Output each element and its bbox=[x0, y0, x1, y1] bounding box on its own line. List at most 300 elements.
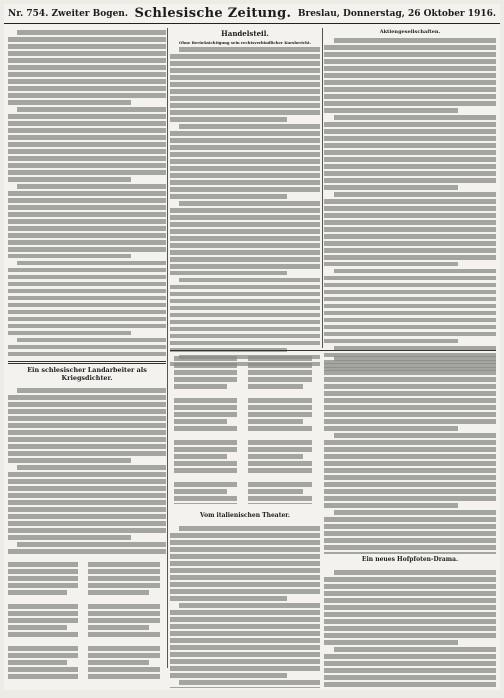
text-line bbox=[248, 398, 312, 403]
text-line bbox=[324, 370, 496, 375]
text-line bbox=[248, 377, 312, 382]
text-line bbox=[170, 89, 320, 94]
text-line bbox=[174, 405, 237, 410]
text-line bbox=[170, 589, 320, 594]
text-line bbox=[8, 86, 166, 91]
text-line bbox=[324, 318, 496, 323]
text-line bbox=[8, 521, 166, 526]
text-line bbox=[170, 568, 320, 573]
text-line bbox=[248, 461, 312, 466]
text-line bbox=[8, 296, 166, 301]
text-line bbox=[324, 122, 496, 127]
text-line bbox=[17, 30, 166, 35]
text-line bbox=[8, 472, 166, 477]
text-line bbox=[8, 114, 166, 119]
text-line bbox=[170, 103, 320, 108]
text-line bbox=[324, 482, 496, 487]
text-line bbox=[179, 124, 320, 129]
text-line bbox=[8, 395, 166, 400]
text-line bbox=[8, 191, 166, 196]
text-line bbox=[324, 206, 496, 211]
text-line bbox=[324, 108, 458, 113]
text-line bbox=[88, 583, 160, 588]
text-line bbox=[248, 356, 312, 361]
text-line bbox=[334, 510, 496, 515]
text-line bbox=[170, 159, 320, 164]
text-line bbox=[324, 605, 496, 610]
text-line bbox=[248, 440, 312, 445]
text-line bbox=[8, 205, 166, 210]
text-line bbox=[324, 468, 496, 473]
text-line bbox=[174, 398, 237, 403]
text-line bbox=[8, 500, 166, 505]
text-line bbox=[248, 363, 312, 368]
text-line bbox=[170, 547, 320, 552]
text-line bbox=[174, 503, 237, 504]
text-line bbox=[170, 208, 320, 213]
right-bottom-text bbox=[324, 568, 496, 688]
text-line bbox=[170, 187, 320, 192]
text-line bbox=[170, 306, 320, 311]
text-line bbox=[170, 194, 287, 199]
text-line bbox=[8, 142, 166, 147]
text-line bbox=[248, 489, 303, 494]
text-line bbox=[324, 129, 496, 134]
text-line bbox=[8, 79, 166, 84]
text-line bbox=[88, 625, 149, 630]
text-line bbox=[8, 514, 166, 519]
text-line bbox=[170, 652, 320, 657]
text-line bbox=[8, 667, 78, 672]
aktien-column bbox=[324, 28, 496, 372]
text-line bbox=[324, 426, 458, 431]
text-line bbox=[170, 68, 320, 73]
text-line bbox=[248, 384, 303, 389]
text-line bbox=[324, 363, 496, 368]
text-line bbox=[324, 66, 496, 71]
masthead bbox=[4, 4, 500, 24]
text-line bbox=[324, 447, 496, 452]
text-line bbox=[170, 285, 320, 290]
text-line bbox=[88, 660, 149, 665]
text-line bbox=[8, 416, 166, 421]
section-rule bbox=[170, 350, 496, 351]
text-line bbox=[334, 192, 496, 197]
text-line bbox=[170, 617, 320, 622]
text-line bbox=[179, 680, 320, 685]
text-line bbox=[170, 236, 320, 241]
text-line bbox=[324, 178, 496, 183]
text-line bbox=[170, 334, 320, 339]
text-line bbox=[324, 640, 458, 645]
text-line bbox=[170, 75, 320, 80]
text-line bbox=[8, 562, 78, 567]
handelsteil-column bbox=[170, 28, 320, 368]
text-line bbox=[174, 482, 237, 487]
text-line bbox=[88, 667, 160, 672]
text-line bbox=[170, 638, 320, 643]
text-line bbox=[17, 261, 166, 266]
text-line bbox=[170, 257, 320, 262]
text-line bbox=[174, 419, 227, 424]
text-line bbox=[8, 128, 166, 133]
text-line bbox=[170, 145, 320, 150]
text-line bbox=[324, 489, 496, 494]
text-line bbox=[324, 94, 496, 99]
text-line bbox=[324, 297, 496, 302]
text-line bbox=[8, 493, 166, 498]
text-line bbox=[324, 52, 496, 57]
text-line bbox=[8, 135, 166, 140]
text-line bbox=[8, 569, 78, 574]
text-line bbox=[324, 391, 496, 396]
text-line bbox=[179, 201, 320, 206]
text-line bbox=[170, 540, 320, 545]
text-line bbox=[170, 264, 320, 269]
text-line bbox=[170, 687, 320, 688]
text-line bbox=[324, 80, 496, 85]
handelsteil-subheading: Ohne Berücksichtigung sein rechtsverbindlicher Kursbericht. bbox=[179, 40, 311, 45]
text-line bbox=[324, 220, 496, 225]
text-line bbox=[324, 384, 496, 389]
text-line bbox=[8, 486, 166, 491]
text-line bbox=[324, 440, 496, 445]
text-line bbox=[8, 423, 166, 428]
text-line bbox=[8, 149, 166, 154]
text-line bbox=[8, 535, 131, 540]
text-line bbox=[248, 412, 312, 417]
text-line bbox=[170, 131, 320, 136]
text-line bbox=[8, 233, 166, 238]
text-line bbox=[324, 227, 496, 232]
text-line bbox=[170, 582, 320, 587]
text-line bbox=[170, 96, 320, 101]
text-line bbox=[8, 528, 166, 533]
text-line bbox=[170, 327, 320, 332]
text-line bbox=[170, 659, 320, 664]
text-line bbox=[324, 136, 496, 141]
text-line bbox=[179, 526, 320, 531]
left-column-news bbox=[8, 28, 166, 358]
text-line bbox=[174, 440, 237, 445]
theater-text bbox=[170, 524, 320, 688]
text-line bbox=[88, 611, 160, 616]
text-line bbox=[324, 668, 496, 673]
text-line bbox=[324, 255, 496, 260]
text-line bbox=[8, 409, 166, 414]
text-line bbox=[324, 304, 496, 309]
text-line bbox=[324, 332, 496, 337]
aktien-heading: Aktiengesellschaften. bbox=[379, 29, 441, 35]
text-line bbox=[248, 503, 312, 504]
text-line bbox=[8, 646, 78, 651]
text-line bbox=[174, 426, 237, 431]
text-line bbox=[88, 569, 160, 574]
text-line bbox=[170, 666, 320, 671]
text-line bbox=[170, 138, 320, 143]
text-line bbox=[324, 654, 496, 659]
text-line bbox=[170, 645, 320, 650]
text-line bbox=[170, 180, 320, 185]
text-line bbox=[88, 562, 160, 567]
text-line bbox=[8, 275, 166, 280]
text-line bbox=[17, 338, 166, 343]
newspaper-page bbox=[4, 4, 500, 690]
text-line bbox=[324, 682, 496, 687]
text-line bbox=[170, 271, 287, 276]
text-line bbox=[248, 419, 303, 424]
text-line bbox=[248, 496, 312, 501]
text-line bbox=[324, 633, 496, 638]
right-bottom-heading: Ein neues Hofpfoten-Drama. bbox=[361, 556, 459, 563]
text-line bbox=[8, 121, 166, 126]
text-line bbox=[88, 618, 160, 623]
text-line bbox=[8, 219, 166, 224]
text-line bbox=[8, 37, 166, 42]
text-line bbox=[174, 412, 237, 417]
text-line bbox=[170, 320, 320, 325]
handelsteil-heading: Handelsteil. bbox=[221, 29, 269, 38]
text-line bbox=[324, 171, 496, 176]
text-line bbox=[248, 426, 312, 431]
text-line bbox=[8, 289, 166, 294]
text-line bbox=[8, 226, 166, 231]
text-line bbox=[88, 653, 160, 658]
text-line bbox=[8, 65, 166, 70]
text-line bbox=[174, 454, 227, 459]
text-line bbox=[174, 363, 237, 368]
text-line bbox=[324, 612, 496, 617]
text-line bbox=[324, 538, 496, 543]
text-line bbox=[8, 611, 78, 616]
text-line bbox=[8, 282, 166, 287]
text-line bbox=[324, 598, 496, 603]
section-rule bbox=[8, 361, 166, 362]
text-line bbox=[174, 370, 237, 375]
feuilleton-text bbox=[8, 386, 166, 556]
poem-left-b bbox=[88, 560, 166, 688]
text-line bbox=[170, 173, 320, 178]
text-line bbox=[170, 215, 320, 220]
poem-center-b bbox=[248, 354, 318, 504]
text-line bbox=[8, 268, 166, 273]
text-line bbox=[248, 370, 312, 375]
text-line bbox=[170, 229, 320, 234]
text-line bbox=[8, 590, 67, 595]
text-line bbox=[324, 241, 496, 246]
poem-left-a bbox=[8, 560, 84, 688]
poem-center-a bbox=[174, 354, 242, 504]
text-line bbox=[334, 269, 496, 274]
text-line bbox=[324, 45, 496, 50]
text-line bbox=[8, 44, 166, 49]
place-date: Breslau, Donnerstag, 26 Oktober 1916. bbox=[297, 8, 496, 19]
text-line bbox=[8, 51, 166, 56]
text-line bbox=[324, 461, 496, 466]
text-line bbox=[8, 632, 78, 637]
text-line bbox=[170, 292, 320, 297]
text-line bbox=[334, 570, 496, 575]
text-line bbox=[334, 433, 496, 438]
text-line bbox=[334, 647, 496, 652]
column-divider bbox=[167, 28, 168, 668]
text-line bbox=[174, 461, 237, 466]
text-line bbox=[248, 405, 312, 410]
text-line bbox=[8, 451, 166, 456]
text-line bbox=[8, 254, 131, 259]
text-line bbox=[174, 356, 237, 361]
text-line bbox=[8, 660, 67, 665]
text-line bbox=[174, 377, 237, 382]
text-line bbox=[170, 533, 320, 538]
text-line bbox=[324, 591, 496, 596]
text-line bbox=[324, 164, 496, 169]
text-line bbox=[8, 352, 166, 357]
text-line bbox=[174, 489, 227, 494]
text-line bbox=[324, 545, 496, 550]
text-line bbox=[8, 625, 67, 630]
text-line bbox=[324, 157, 496, 162]
text-line bbox=[170, 313, 320, 318]
issue-number: Nr. 754. Zweiter Bogen. bbox=[8, 8, 128, 19]
text-line bbox=[170, 610, 320, 615]
text-line bbox=[8, 345, 166, 350]
text-line bbox=[324, 283, 496, 288]
text-line bbox=[170, 61, 320, 66]
text-line bbox=[170, 152, 320, 157]
theater-heading: Vom italienischen Theater. bbox=[200, 512, 290, 519]
text-line bbox=[324, 503, 458, 508]
text-line bbox=[8, 177, 131, 182]
text-line bbox=[8, 458, 131, 463]
text-line bbox=[324, 377, 496, 382]
text-line bbox=[8, 170, 166, 175]
text-line bbox=[324, 524, 496, 529]
text-line bbox=[17, 465, 166, 470]
text-line bbox=[170, 222, 320, 227]
text-line bbox=[8, 198, 166, 203]
text-line bbox=[324, 454, 496, 459]
text-line bbox=[324, 339, 458, 344]
text-line bbox=[324, 213, 496, 218]
text-line bbox=[8, 100, 131, 105]
text-line bbox=[88, 646, 160, 651]
right-lower-text bbox=[324, 354, 496, 554]
text-line bbox=[8, 212, 166, 217]
text-line bbox=[170, 631, 320, 636]
text-line bbox=[324, 577, 496, 582]
text-line bbox=[8, 618, 78, 623]
text-line bbox=[248, 468, 312, 473]
text-line bbox=[324, 531, 496, 536]
text-line bbox=[324, 675, 496, 680]
text-line bbox=[170, 554, 320, 559]
text-line bbox=[174, 496, 237, 501]
text-line bbox=[324, 262, 458, 267]
text-line bbox=[170, 561, 320, 566]
text-line bbox=[8, 437, 166, 442]
text-line bbox=[170, 54, 320, 59]
text-line bbox=[170, 575, 320, 580]
text-line bbox=[174, 447, 237, 452]
text-line bbox=[8, 303, 166, 308]
text-line bbox=[170, 250, 320, 255]
text-line bbox=[8, 507, 166, 512]
text-line bbox=[170, 299, 320, 304]
text-line bbox=[8, 674, 78, 679]
text-line bbox=[324, 59, 496, 64]
text-line bbox=[8, 324, 166, 329]
text-line bbox=[248, 447, 312, 452]
text-line bbox=[8, 247, 166, 252]
text-line bbox=[8, 549, 166, 554]
text-line bbox=[324, 325, 496, 330]
text-line bbox=[324, 496, 496, 501]
section-rule bbox=[8, 363, 166, 364]
text-line bbox=[324, 311, 496, 316]
text-line bbox=[324, 185, 458, 190]
text-line bbox=[324, 101, 496, 106]
text-line bbox=[179, 278, 320, 283]
text-line bbox=[324, 475, 496, 480]
text-line bbox=[88, 632, 160, 637]
text-line bbox=[324, 73, 496, 78]
text-line bbox=[8, 604, 78, 609]
text-line bbox=[8, 653, 78, 658]
text-line bbox=[8, 402, 166, 407]
text-line bbox=[88, 674, 160, 679]
text-line bbox=[88, 604, 160, 609]
text-line bbox=[170, 166, 320, 171]
text-line bbox=[170, 596, 287, 601]
text-line bbox=[8, 72, 166, 77]
text-line bbox=[8, 163, 166, 168]
text-line bbox=[8, 240, 166, 245]
text-line bbox=[324, 248, 496, 253]
text-line bbox=[179, 603, 320, 608]
text-line bbox=[324, 626, 496, 631]
text-line bbox=[334, 115, 496, 120]
text-line bbox=[324, 290, 496, 295]
text-line bbox=[170, 624, 320, 629]
text-line bbox=[17, 542, 166, 547]
text-line bbox=[170, 341, 320, 346]
text-line bbox=[324, 143, 496, 148]
text-line bbox=[8, 156, 166, 161]
text-line bbox=[8, 331, 131, 336]
text-line bbox=[324, 619, 496, 624]
text-line bbox=[88, 590, 149, 595]
text-line bbox=[334, 38, 496, 43]
text-line bbox=[324, 398, 496, 403]
text-line bbox=[170, 243, 320, 248]
text-line bbox=[8, 444, 166, 449]
text-line bbox=[334, 356, 496, 361]
text-line bbox=[170, 82, 320, 87]
text-line bbox=[248, 482, 312, 487]
text-line bbox=[179, 47, 320, 52]
text-line bbox=[324, 552, 496, 554]
text-line bbox=[8, 430, 166, 435]
text-line bbox=[324, 517, 496, 522]
text-line bbox=[8, 479, 166, 484]
text-line bbox=[17, 184, 166, 189]
text-line bbox=[8, 583, 78, 588]
text-line bbox=[248, 454, 303, 459]
text-line bbox=[170, 117, 287, 122]
text-line bbox=[8, 93, 166, 98]
text-line bbox=[8, 310, 166, 315]
